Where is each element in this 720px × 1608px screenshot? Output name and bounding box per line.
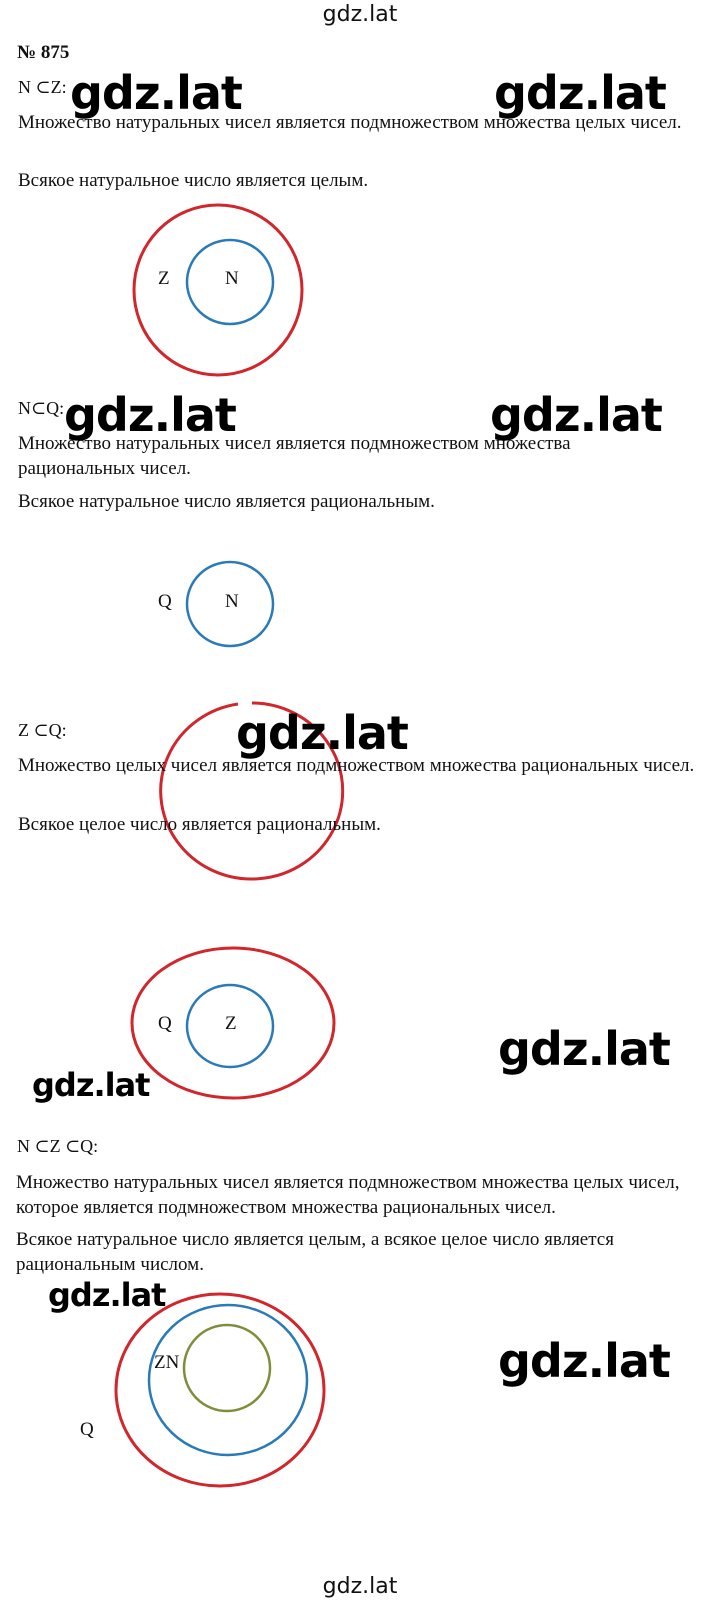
- section-1-text: Множество натуральных чисел является подмножеством множества целых чисел.: [18, 112, 682, 133]
- outer-circle-q: [116, 1294, 324, 1486]
- outer-circle-z: [134, 205, 302, 375]
- middle-circle-z: [149, 1305, 307, 1455]
- venn-q-z: [132, 948, 334, 1098]
- formula-n-subset-z: N ⊂Z:: [18, 77, 67, 97]
- label-n: N: [225, 268, 239, 289]
- formula-z-subset-q: Z ⊂Q:: [18, 720, 67, 740]
- watermark: gdz.lat: [64, 388, 236, 442]
- section-3-text: Множество целых чисел является подмножеством множества рациональных чисел.: [18, 755, 695, 776]
- watermark: gdz.lat: [498, 1334, 670, 1388]
- inner-circle-n: [184, 1325, 270, 1411]
- watermark: gdz.lat: [32, 1066, 150, 1104]
- venn-q-z-n: [80, 1294, 324, 1486]
- label-z: Z: [225, 1013, 237, 1034]
- section-1-statement: Всякое натуральное число является целым.: [18, 170, 369, 191]
- problem-number: № 875: [17, 42, 70, 63]
- label-zn: ZN: [154, 1352, 180, 1373]
- formula-n-subset-q: N⊂Q:: [18, 398, 65, 418]
- label-n: N: [225, 591, 239, 612]
- watermark: gdz.lat: [494, 66, 666, 120]
- section-2-text: Множество натуральных чисел является подмножеством множества рациональных чисел.: [18, 433, 571, 479]
- watermark: gdz.lat: [498, 1022, 670, 1076]
- watermark: gdz.lat: [70, 66, 242, 120]
- watermark: gdz.lat: [236, 706, 408, 760]
- label-z: Z: [158, 268, 170, 289]
- section-3-statement: Всякое целое число является рациональным.: [18, 814, 381, 835]
- venn-z-n: [134, 205, 302, 375]
- section-4-text: Множество натуральных чисел является подмножеством множества целых чисел, которое является подмножеством множества рациональных чисел.: [16, 1172, 680, 1218]
- section-4-statement: Всякое натуральное число является целым, а всякое целое число является рациональным числом.: [16, 1229, 614, 1275]
- formula-n-z-q: N ⊂Z ⊂Q:: [17, 1136, 99, 1156]
- label-q: Q: [158, 1013, 172, 1034]
- watermark: gdz.lat: [48, 1276, 166, 1314]
- site-title-top[interactable]: gdz.lat: [322, 2, 398, 27]
- label-q: Q: [80, 1419, 94, 1440]
- watermark: gdz.lat: [490, 388, 662, 442]
- section-2-statement: Всякое натуральное число является рациональным.: [18, 491, 435, 512]
- label-q: Q: [158, 591, 172, 612]
- site-title-bottom[interactable]: gdz.lat: [322, 1574, 398, 1599]
